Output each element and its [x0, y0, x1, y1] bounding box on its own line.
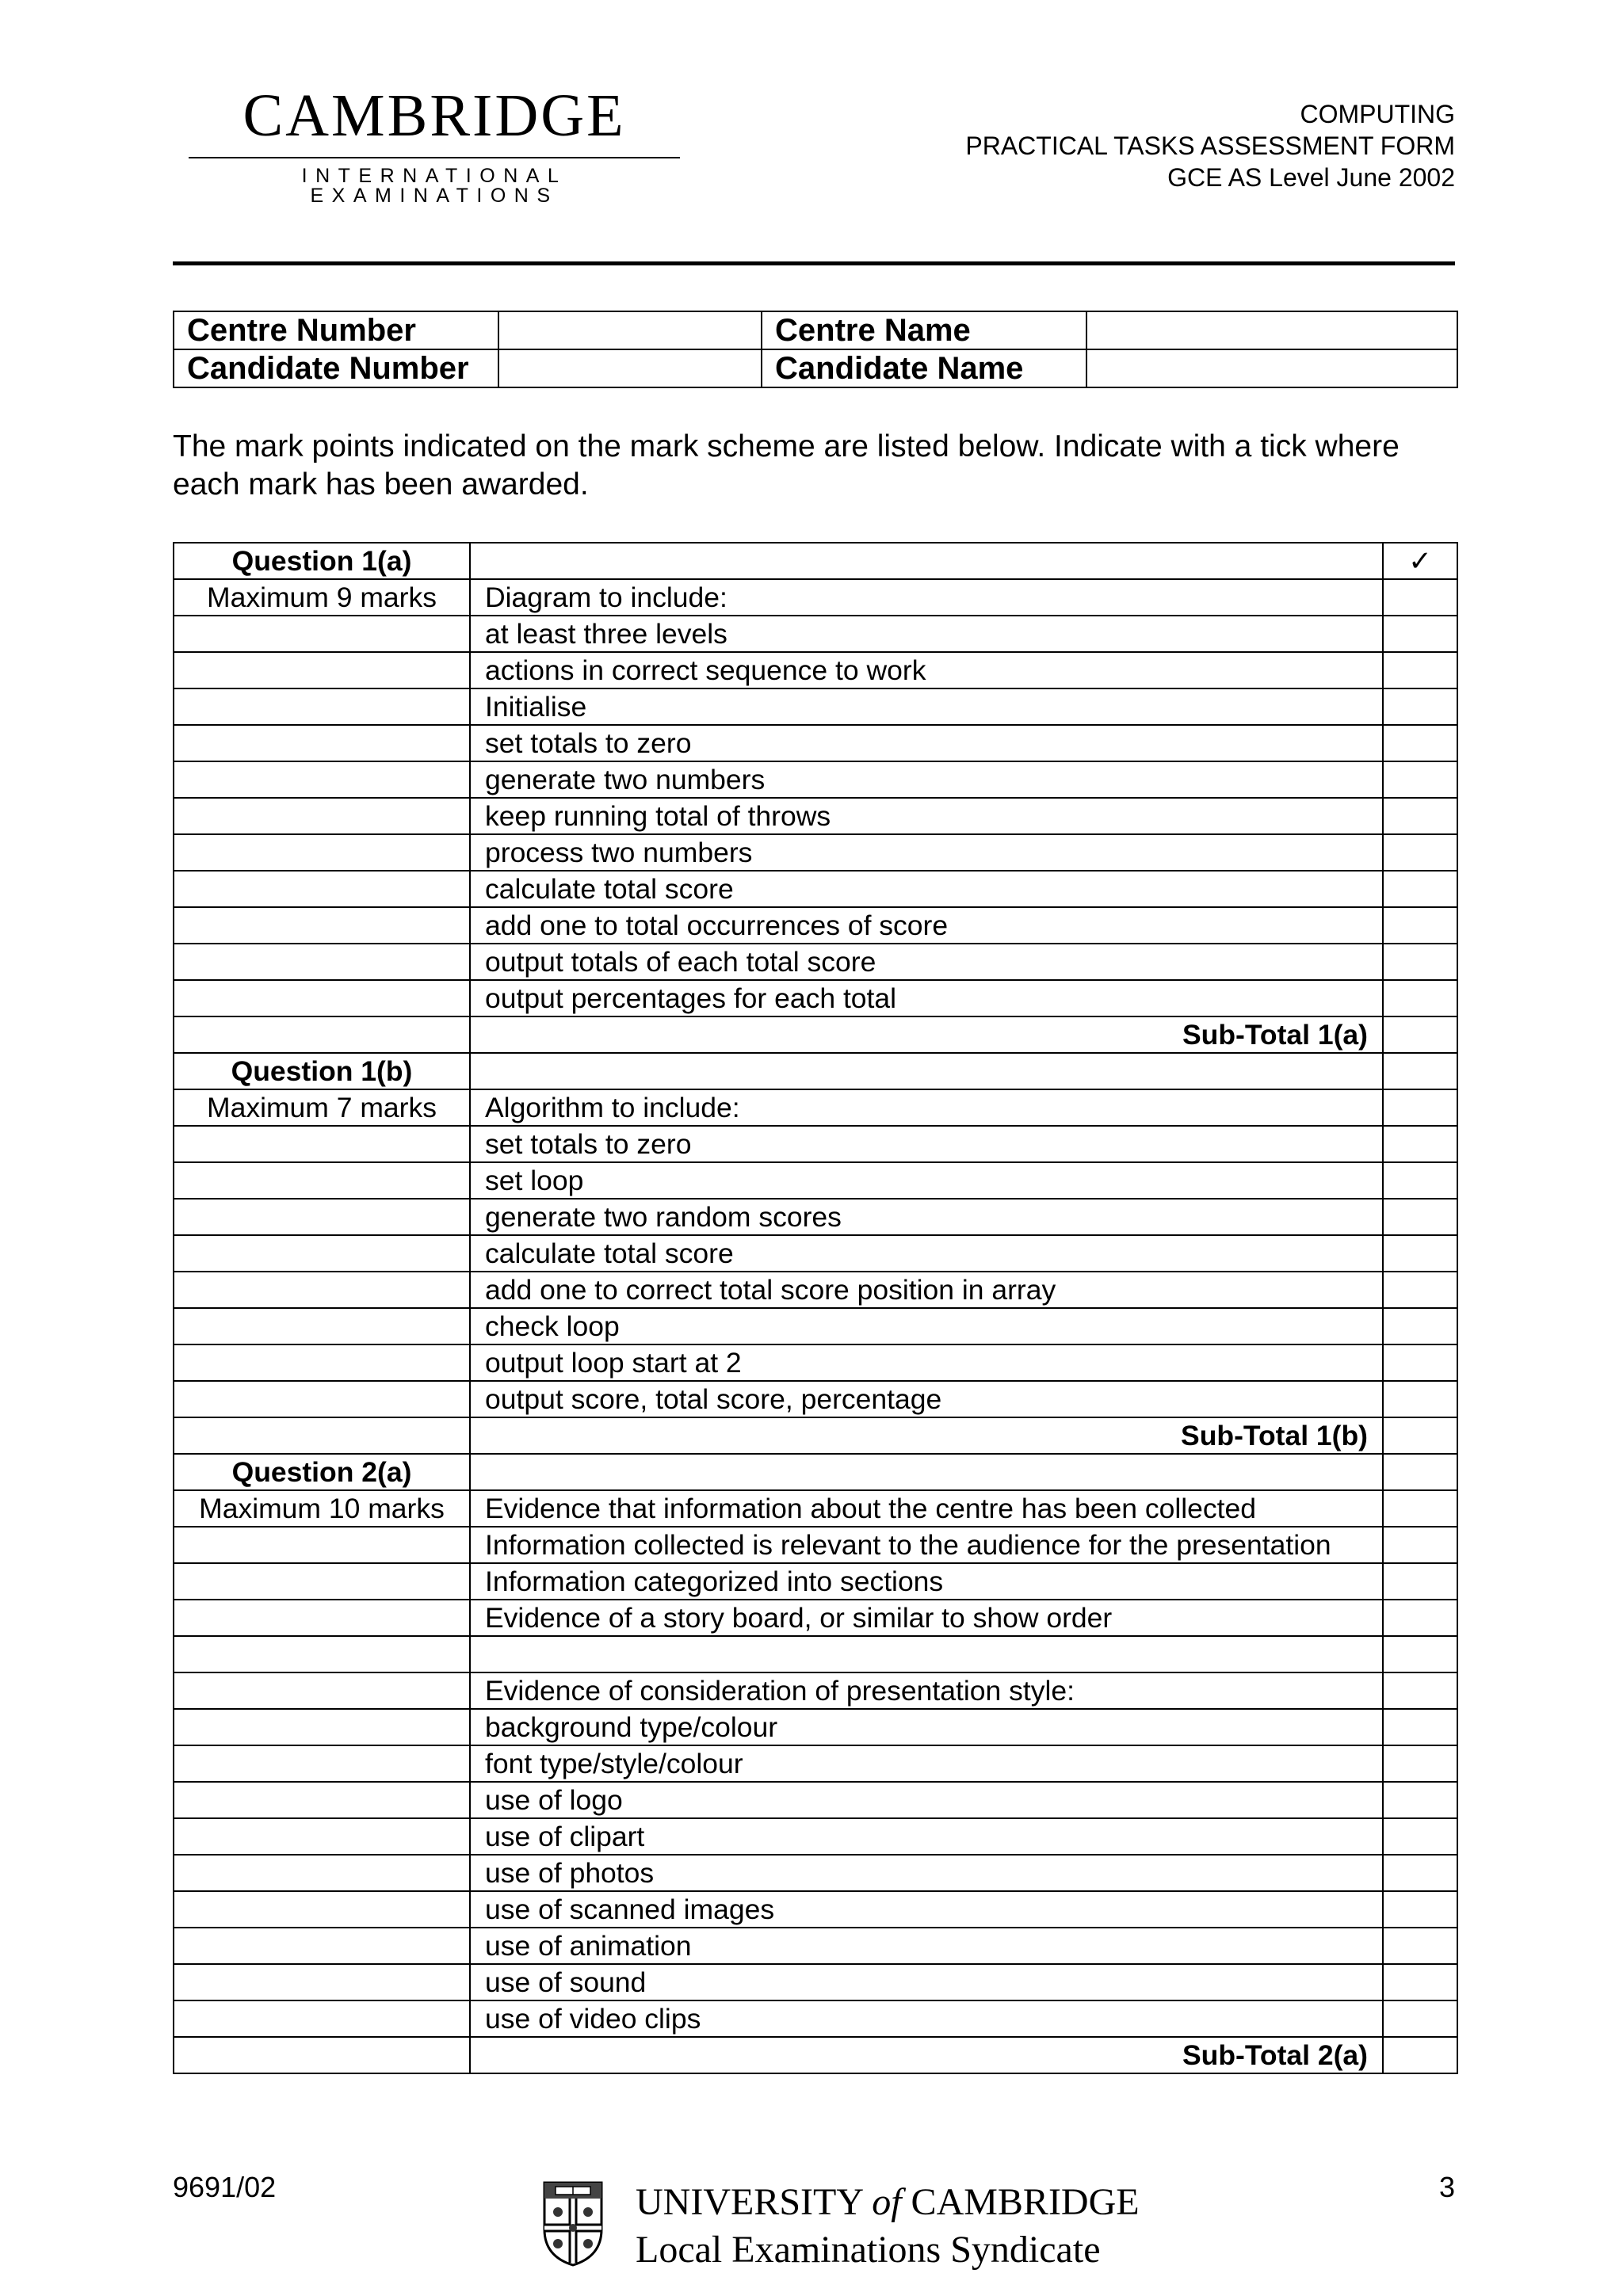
mark-point-text — [470, 1454, 1383, 1490]
max-marks-label — [174, 652, 470, 688]
centre-name-label: Centre Name — [762, 311, 1086, 349]
candidate-name-label: Candidate Name — [762, 349, 1086, 387]
centre-number-field[interactable] — [498, 311, 762, 349]
tick-box[interactable] — [1383, 1782, 1457, 1818]
max-marks-label — [174, 1964, 470, 2000]
mark-point-row — [174, 1709, 1457, 1745]
tick-box[interactable] — [1383, 2037, 1457, 2073]
candidate-number-field[interactable] — [498, 349, 762, 387]
logo-name: CAMBRIDGE — [242, 82, 626, 149]
max-marks-label — [174, 871, 470, 907]
tick-box[interactable] — [1383, 761, 1457, 798]
tick-box[interactable] — [1383, 1709, 1457, 1745]
mark-point-row — [174, 616, 1457, 652]
question-label: Question 1(a) — [174, 543, 470, 579]
question-label: Question 1(b) — [174, 1053, 470, 1089]
tick-box[interactable] — [1383, 616, 1457, 652]
ucles-line-1 — [636, 2179, 1140, 2226]
mark-point-row — [174, 1891, 1457, 1928]
tick-box[interactable] — [1383, 944, 1457, 980]
mark-point-text: output loop start at 2 — [470, 1344, 1383, 1381]
candidate-details-table — [173, 311, 1458, 388]
mark-point-text: font type/style/colour — [470, 1745, 1383, 1782]
tick-box[interactable] — [1383, 1089, 1457, 1126]
mark-point-text: actions in correct sequence to work — [470, 652, 1383, 688]
ucles-university: UNIVERSITY — [636, 2181, 863, 2223]
tick-box[interactable] — [1383, 798, 1457, 834]
header-divider — [173, 261, 1455, 265]
max-marks-label — [174, 1162, 470, 1199]
logo-tagline: INTERNATIONAL EXAMINATIONS — [301, 165, 567, 207]
centre-row — [174, 311, 1457, 349]
tick-box[interactable] — [1383, 871, 1457, 907]
tick-box[interactable] — [1383, 1126, 1457, 1162]
tick-box[interactable] — [1383, 1381, 1457, 1417]
tick-box[interactable] — [1383, 1162, 1457, 1199]
tick-box[interactable] — [1383, 1199, 1457, 1235]
question-row — [174, 1454, 1457, 1490]
page-number: 3 — [1438, 2171, 1455, 2203]
mark-point-text: use of video clips — [470, 2000, 1383, 2037]
centre-number-label: Centre Number — [174, 311, 498, 349]
max-marks-label — [174, 1709, 470, 1745]
max-marks-label — [174, 616, 470, 652]
mark-point-row — [174, 1964, 1457, 2000]
mark-point-text: set totals to zero — [470, 1126, 1383, 1162]
tick-box[interactable] — [1383, 907, 1457, 944]
max-marks-label — [174, 1600, 470, 1636]
mark-point-text: use of scanned images — [470, 1891, 1383, 1928]
ucles-of: of — [872, 2181, 902, 2223]
mark-point-row — [174, 1126, 1457, 1162]
mark-point-text: use of logo — [470, 1782, 1383, 1818]
candidate-name-field[interactable] — [1086, 349, 1457, 387]
paper-code: 9691/02 — [173, 2171, 277, 2203]
tick-box[interactable] — [1383, 1891, 1457, 1928]
max-marks-label — [174, 761, 470, 798]
max-marks-label — [174, 1636, 470, 1672]
mark-point-row — [174, 871, 1457, 907]
max-marks-label — [174, 1417, 470, 1454]
mark-point-text: Information categorized into sections — [470, 1563, 1383, 1600]
mark-point-text: keep running total of throws — [470, 798, 1383, 834]
tick-box[interactable] — [1383, 1964, 1457, 2000]
mark-point-text: at least three levels — [470, 616, 1383, 652]
mark-point-row — [174, 907, 1457, 944]
mark-point-row — [174, 1928, 1457, 1964]
tick-box[interactable] — [1383, 1272, 1457, 1308]
max-marks-label — [174, 1891, 470, 1928]
tick-box[interactable] — [1383, 1745, 1457, 1782]
mark-point-text: use of sound — [470, 1964, 1383, 2000]
mark-point-row — [174, 2000, 1457, 2037]
mark-point-text: Algorithm to include: — [470, 1089, 1383, 1126]
max-marks-label — [174, 798, 470, 834]
tick-box[interactable] — [1383, 1308, 1457, 1344]
tick-box[interactable] — [1383, 725, 1457, 761]
mark-point-row — [174, 1308, 1457, 1344]
question-row — [174, 1053, 1457, 1089]
mark-point-row — [174, 1855, 1457, 1891]
max-marks-label — [174, 2037, 470, 2073]
mark-point-text: calculate total score — [470, 1235, 1383, 1272]
tick-box[interactable] — [1383, 1928, 1457, 1964]
mark-point-text: add one to total occurrences of score — [470, 907, 1383, 944]
max-marks-label — [174, 1126, 470, 1162]
ucles-wordmark — [636, 2179, 1140, 2274]
mark-point-text: Evidence of consideration of presentation style: — [470, 1672, 1383, 1709]
mark-point-row — [174, 798, 1457, 834]
mark-scheme-table — [173, 542, 1458, 2074]
mark-point-text: Evidence that information about the centre has been collected — [470, 1490, 1383, 1527]
mark-point-text: output percentages for each total — [470, 980, 1383, 1016]
mark-point-row — [174, 1527, 1457, 1563]
tick-box[interactable] — [1383, 980, 1457, 1016]
mark-point-text: use of clipart — [470, 1818, 1383, 1855]
mark-point-row — [174, 1563, 1457, 1600]
mark-point-row — [174, 1344, 1457, 1381]
mark-point-row — [174, 944, 1457, 980]
mark-point-row — [174, 688, 1457, 725]
mark-point-text: use of photos — [470, 1855, 1383, 1891]
max-marks-label — [174, 1928, 470, 1964]
max-marks-label — [174, 1563, 470, 1600]
tick-box[interactable] — [1383, 1053, 1457, 1089]
candidate-number-label: Candidate Number — [174, 349, 498, 387]
mark-point-row — [174, 1381, 1457, 1417]
subtotal-row — [174, 1417, 1457, 1454]
tick-box[interactable] — [1383, 579, 1457, 616]
mark-point-row — [174, 1745, 1457, 1782]
mark-point-text: Diagram to include: — [470, 579, 1383, 616]
max-marks-label — [174, 1745, 470, 1782]
mark-point-row — [174, 652, 1457, 688]
subtotal-row — [174, 1016, 1457, 1053]
max-marks-label — [174, 1672, 470, 1709]
max-marks-label — [174, 907, 470, 944]
max-marks-label — [174, 1308, 470, 1344]
mark-point-text: calculate total score — [470, 871, 1383, 907]
question-row — [174, 543, 1457, 579]
max-marks-label — [174, 688, 470, 725]
mark-point-row — [174, 579, 1457, 616]
tick-box[interactable] — [1383, 1490, 1457, 1527]
tick-box[interactable] — [1383, 688, 1457, 725]
tick-box[interactable] — [1383, 1855, 1457, 1891]
mark-point-text: set loop — [470, 1162, 1383, 1199]
mark-point-row — [174, 1199, 1457, 1235]
max-marks-label — [174, 1782, 470, 1818]
mark-point-text: Initialise — [470, 688, 1383, 725]
instruction-text: The mark points indicated on the mark scheme are listed below. Indicate with a tick where each mark has been awarded. — [173, 429, 1400, 502]
mark-point-row — [174, 1818, 1457, 1855]
candidate-row — [174, 349, 1457, 387]
tick-box[interactable] — [1383, 1417, 1457, 1454]
ucles-line-2: Local Examinations Syndicate — [636, 2229, 1101, 2271]
mark-point-text: use of animation — [470, 1928, 1383, 1964]
max-marks-label — [174, 725, 470, 761]
max-marks-label — [174, 1235, 470, 1272]
tick-box[interactable] — [1383, 1563, 1457, 1600]
subtotal-label: Sub-Total 1(b) — [470, 1417, 1383, 1454]
tick-box[interactable] — [1383, 652, 1457, 688]
mark-point-text: output score, total score, percentage — [470, 1381, 1383, 1417]
mark-point-text — [470, 1053, 1383, 1089]
max-marks-label — [174, 944, 470, 980]
mark-point-row — [174, 1490, 1457, 1527]
mark-point-row — [174, 834, 1457, 871]
mark-point-text — [470, 1636, 1383, 1672]
subject-title: COMPUTING — [1300, 100, 1455, 128]
mark-point-row — [174, 1089, 1457, 1126]
centre-name-field[interactable] — [1086, 311, 1457, 349]
max-marks-label: Maximum 7 marks — [174, 1089, 470, 1126]
tick-box[interactable] — [1383, 1454, 1457, 1490]
mark-point-row — [174, 1235, 1457, 1272]
max-marks-label — [174, 1381, 470, 1417]
mark-point-text: add one to correct total score position in array — [470, 1272, 1383, 1308]
max-marks-label — [174, 1855, 470, 1891]
mark-point-text: check loop — [470, 1308, 1383, 1344]
tick-box[interactable] — [1383, 2000, 1457, 2037]
mark-point-text: generate two random scores — [470, 1199, 1383, 1235]
max-marks-label — [174, 980, 470, 1016]
tick-box[interactable] — [1383, 1600, 1457, 1636]
form-heading — [965, 98, 1455, 193]
max-marks-label — [174, 1344, 470, 1381]
cambridge-logo — [189, 82, 680, 207]
mark-point-row — [174, 761, 1457, 798]
mark-point-text: generate two numbers — [470, 761, 1383, 798]
mark-point-text: set totals to zero — [470, 725, 1383, 761]
mark-point-text: Information collected is relevant to the audience for the presentation — [470, 1527, 1383, 1563]
max-marks-label — [174, 1272, 470, 1308]
mark-point-text: Evidence of a story board, or similar to show order — [470, 1600, 1383, 1636]
max-marks-label — [174, 1199, 470, 1235]
subtotal-label: Sub-Total 2(a) — [470, 2037, 1383, 2073]
tick-box[interactable] — [1383, 1016, 1457, 1053]
max-marks-label: Maximum 9 marks — [174, 579, 470, 616]
mark-point-text — [470, 543, 1383, 579]
ucles-cambridge: CAMBRIDGE — [911, 2181, 1140, 2223]
mark-point-row — [174, 1782, 1457, 1818]
max-marks-label — [174, 834, 470, 871]
tick-box[interactable] — [1383, 1235, 1457, 1272]
mark-point-row — [174, 1272, 1457, 1308]
tick-box[interactable]: ✓ — [1383, 543, 1457, 579]
tick-box[interactable] — [1383, 834, 1457, 871]
mark-point-text: output totals of each total score — [470, 944, 1383, 980]
tick-box[interactable] — [1383, 1818, 1457, 1855]
cambridge-crest-icon — [542, 2180, 604, 2267]
subtotal-label: Sub-Total 1(a) — [470, 1016, 1383, 1053]
logo-divider — [189, 157, 680, 158]
max-marks-label — [174, 1016, 470, 1053]
mark-point-row — [174, 1672, 1457, 1709]
mark-point-text: background type/colour — [470, 1709, 1383, 1745]
max-marks-label — [174, 1527, 470, 1563]
subtotal-row — [174, 2037, 1457, 2073]
mark-point-text: process two numbers — [470, 834, 1383, 871]
mark-point-row — [174, 980, 1457, 1016]
tick-box[interactable] — [1383, 1636, 1457, 1672]
mark-point-row — [174, 1636, 1457, 1672]
mark-point-row — [174, 1600, 1457, 1636]
form-title: PRACTICAL TASKS ASSESSMENT FORM — [965, 132, 1455, 160]
mark-point-row — [174, 1162, 1457, 1199]
exam-session: GCE AS Level June 2002 — [1167, 163, 1455, 192]
max-marks-label — [174, 2000, 470, 2037]
tick-box[interactable] — [1383, 1672, 1457, 1709]
mark-rows — [174, 543, 1457, 2073]
max-marks-label — [174, 1818, 470, 1855]
mark-point-row — [174, 725, 1457, 761]
max-marks-label: Maximum 10 marks — [174, 1490, 470, 1527]
tick-box[interactable] — [1383, 1527, 1457, 1563]
question-label: Question 2(a) — [174, 1454, 470, 1490]
tick-box[interactable] — [1383, 1344, 1457, 1381]
